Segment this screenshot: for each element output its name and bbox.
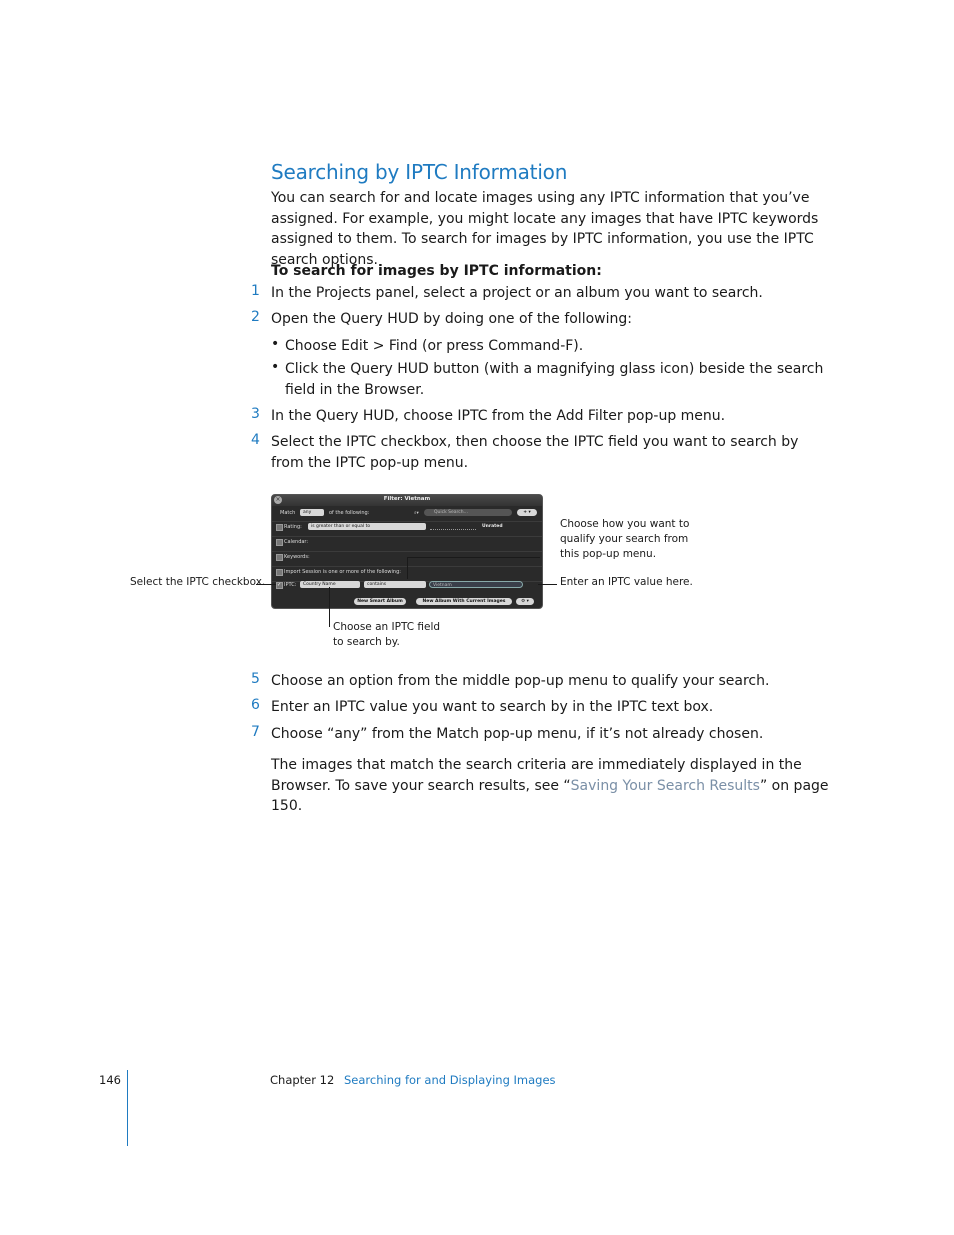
step-text: In the Query HUD, choose IPTC from the Add Filter pop-up menu. <box>271 408 726 424</box>
calendar-label: Calendar: <box>284 539 309 545</box>
callout-line <box>407 557 540 558</box>
step-number: 1 <box>251 283 260 299</box>
callout-line <box>538 584 557 585</box>
import-checkbox[interactable] <box>276 569 283 576</box>
conclusion-text: The images that match the search criteria are immediately displayed in the Browser. To save your search results, see “ <box>271 757 802 794</box>
hud-rating-row <box>272 521 542 537</box>
step-number: 7 <box>251 724 260 740</box>
callout-line <box>407 557 408 579</box>
action-menu-button[interactable]: ⚙ ▾ <box>516 598 534 605</box>
page-number: 146 <box>99 1073 121 1087</box>
section-heading: Searching by IPTC Information <box>271 160 568 184</box>
add-filter-button[interactable]: + ▾ <box>517 509 537 516</box>
query-hud <box>271 494 543 609</box>
rating-label: Rating: <box>284 524 302 530</box>
intro-paragraph: You can search for and locate images using any IPTC information that you’ve assigned. For example, you might locate any images that have IPTC keywords assigned to them. To search for images by IPTC information, you use the IPTC search options. <box>271 190 819 268</box>
conclusion-paragraph <box>271 755 831 817</box>
step-number: 3 <box>251 406 260 422</box>
conclusion-text-end: ” on page 150. <box>271 777 829 814</box>
of-following-label: of the following: <box>329 510 370 516</box>
bullet-text: Click the Query HUD button (with a magnifying glass icon) beside the search field in the Browser. <box>285 361 824 398</box>
keywords-checkbox[interactable] <box>276 554 283 561</box>
saving-results-link[interactable]: Saving Your Search Results <box>570 777 760 794</box>
new-smart-album-button[interactable]: New Smart Album <box>354 598 406 605</box>
step-text: Enter an IPTC value you want to search by in the IPTC text box. <box>271 699 714 715</box>
callout-value: Enter an IPTC value here. <box>560 576 693 588</box>
import-label: Import Session is one or more of the following: <box>284 569 401 575</box>
footer-rule <box>127 1070 128 1146</box>
bullet: • <box>271 336 280 352</box>
rating-slider[interactable] <box>430 522 476 530</box>
step-text: Open the Query HUD by doing one of the following: <box>271 311 632 327</box>
new-album-current-images-button[interactable]: New Album With Current Images <box>416 598 512 605</box>
bullet-text: Choose Edit > Find (or press Command-F). <box>285 338 584 354</box>
chapter-label: Chapter 12 <box>270 1073 335 1087</box>
step-number: 6 <box>251 697 260 713</box>
step-text: In the Projects panel, select a project or an album you want to search. <box>271 285 763 301</box>
step-text: Choose an option from the middle pop-up menu to qualify your search. <box>271 673 770 689</box>
match-popup[interactable]: any <box>300 509 324 516</box>
iptc-label: IPTC: <box>284 582 297 588</box>
quick-search-input[interactable]: Quick Search... <box>424 509 512 516</box>
iptc-field-popup[interactable]: Country Name <box>300 581 360 588</box>
iptc-qualifier-popup[interactable]: contains <box>364 581 426 588</box>
keywords-label: Keywords: <box>284 554 310 560</box>
calendar-checkbox[interactable] <box>276 539 283 546</box>
step-text: Choose “any” from the Match pop-up menu, if it’s not already chosen. <box>271 726 764 742</box>
callout-qualify: Choose how you want to qualify your search from this pop-up menu. <box>560 518 690 560</box>
iptc-checkbox[interactable]: ✓ <box>277 582 282 588</box>
hud-calendar-row <box>272 536 542 552</box>
chapter-title: Searching for and Displaying Images <box>344 1073 556 1087</box>
callout-checkbox: Select the IPTC checkbox. <box>130 576 266 588</box>
rating-result: Unrated <box>482 524 503 529</box>
step-number: 4 <box>251 432 260 448</box>
step-number: 5 <box>251 671 260 687</box>
callout-field: Choose an IPTC field to search by. <box>333 621 441 648</box>
procedure-title: To search for images by IPTC information: <box>271 263 602 279</box>
search-icon[interactable]: ⌕▾ <box>414 511 419 516</box>
match-label: Match <box>280 510 296 516</box>
hud-titlebar <box>272 495 542 506</box>
hud-title: Filter: Vietnam <box>383 496 431 502</box>
step-text: Select the IPTC checkbox, then choose the IPTC field you want to search by from the IPTC pop-up menu. <box>271 434 799 471</box>
rating-checkbox[interactable] <box>276 524 283 531</box>
rating-popup[interactable]: is greater than or equal to <box>308 523 426 530</box>
iptc-value-input[interactable]: Vietnam <box>429 581 523 588</box>
bullet: • <box>271 359 280 375</box>
callout-line <box>329 587 330 627</box>
hud-match-row <box>272 506 542 522</box>
close-icon[interactable]: × <box>275 496 281 503</box>
hud-iptc-row <box>272 580 542 595</box>
step-number: 2 <box>251 309 260 325</box>
